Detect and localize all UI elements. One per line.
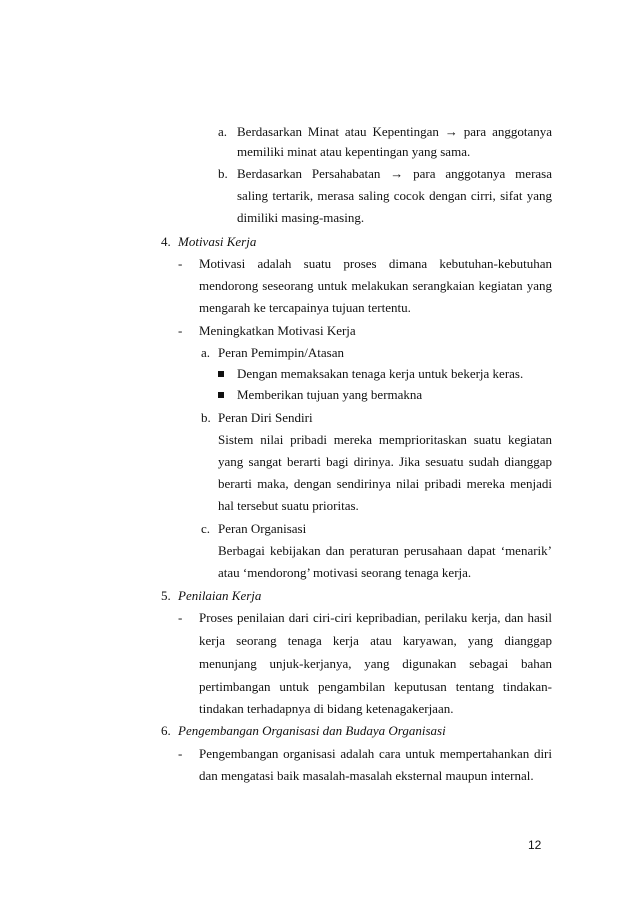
- sub-title-organisasi: Peran Organisasi: [218, 521, 307, 536]
- motivasi-def-line-1: Motivasi adalah suatu proses dimana kebutuhan-kebutuhan: [199, 256, 552, 271]
- section-title-pengembangan: Pengembangan Organisasi dan Budaya Organisasi: [178, 723, 446, 738]
- list-a-line-2: memiliki minat atau kepentingan yang sama.: [237, 144, 471, 159]
- bullet-square-icon: [218, 392, 224, 398]
- dash-marker: -: [178, 610, 183, 625]
- list-a-line-1: Berdasarkan Minat atau Kepentingan → para anggotanya: [237, 124, 552, 139]
- diri-body-line-4: hal tersebut suatu prioritas.: [218, 498, 359, 513]
- list-marker-a: a.: [218, 124, 228, 139]
- sub-marker-c: c.: [201, 521, 211, 536]
- motivasi-def-line-2: mendorong seseorang untuk melakukan serangkaian kegiatan yang: [199, 278, 552, 293]
- list-b-line-1: Berdasarkan Persahabatan → para anggotanya merasa: [237, 166, 552, 181]
- penilaian-line-2: kerja seorang tenaga kerja atau karyawan, yang dianggap: [199, 633, 552, 648]
- penilaian-line-5: tindakan terhadapnya di bidang ketenagakerjaan.: [199, 701, 454, 716]
- motivasi-def-line-3: mengarah ke tercapainya tujuan tertentu.: [199, 300, 411, 315]
- section-number-5: 5.: [161, 588, 171, 603]
- sub-title-diri-sendiri: Peran Diri Sendiri: [218, 410, 313, 425]
- section-number-4: 4.: [161, 234, 171, 249]
- penilaian-line-3: menunjang unjuk-kerjanya, yang digunakan sebagai bahan: [199, 656, 552, 671]
- page-number: 12: [528, 838, 542, 852]
- sub-marker-a: a.: [201, 345, 211, 360]
- pengembangan-line-2: dan mengatasi baik masalah-masalah eksternal maupun internal.: [199, 768, 534, 783]
- list-marker-b: b.: [218, 166, 228, 181]
- list-b-line-2: saling tertarik, merasa saling cocok dengan cirri, sifat yang: [237, 188, 552, 203]
- diri-body-line-3: berarti maka, dengan sendirinya nilai pribadi mereka menjadi: [218, 476, 552, 491]
- organisasi-body-line-1: Berbagai kebijakan dan peraturan perusahaan dapat ‘menarik’: [218, 543, 552, 558]
- organisasi-body-line-2: atau ‘mendorong’ motivasi seorang tenaga kerja.: [218, 565, 472, 580]
- diri-body-line-2: yang sangat berarti bagi dirinya. Jika sesuatu sudah dianggap: [218, 454, 552, 469]
- pengembangan-line-1: Pengembangan organisasi adalah cara untuk mempertahankan diri: [199, 746, 552, 761]
- bullet-text-2: Memberikan tujuan yang bermakna: [237, 387, 423, 402]
- penilaian-line-1: Proses penilaian dari ciri-ciri kepribadian, perilaku kerja, dan hasil: [199, 610, 552, 625]
- list-b-line-3: dimiliki masing-masing.: [237, 210, 365, 225]
- sub-marker-b: b.: [201, 410, 211, 425]
- bullet-square-icon: [218, 371, 224, 377]
- section-number-6: 6.: [161, 723, 171, 738]
- meningkatkan-heading: Meningkatkan Motivasi Kerja: [199, 323, 356, 338]
- penilaian-line-4: pertimbangan untuk pengambilan keputusan tentang tindakan-: [199, 679, 552, 694]
- section-title-motivasi: Motivasi Kerja: [178, 234, 257, 249]
- dash-marker: -: [178, 323, 183, 338]
- section-title-penilaian: Penilaian Kerja: [178, 588, 262, 603]
- dash-marker: -: [178, 746, 183, 761]
- diri-body-line-1: Sistem nilai pribadi mereka memprioritaskan suatu kegiatan: [218, 432, 552, 447]
- sub-title-pemimpin: Peran Pemimpin/Atasan: [218, 345, 345, 360]
- bullet-text-1: Dengan memaksakan tenaga kerja untuk bekerja keras.: [237, 366, 524, 381]
- dash-marker: -: [178, 256, 183, 271]
